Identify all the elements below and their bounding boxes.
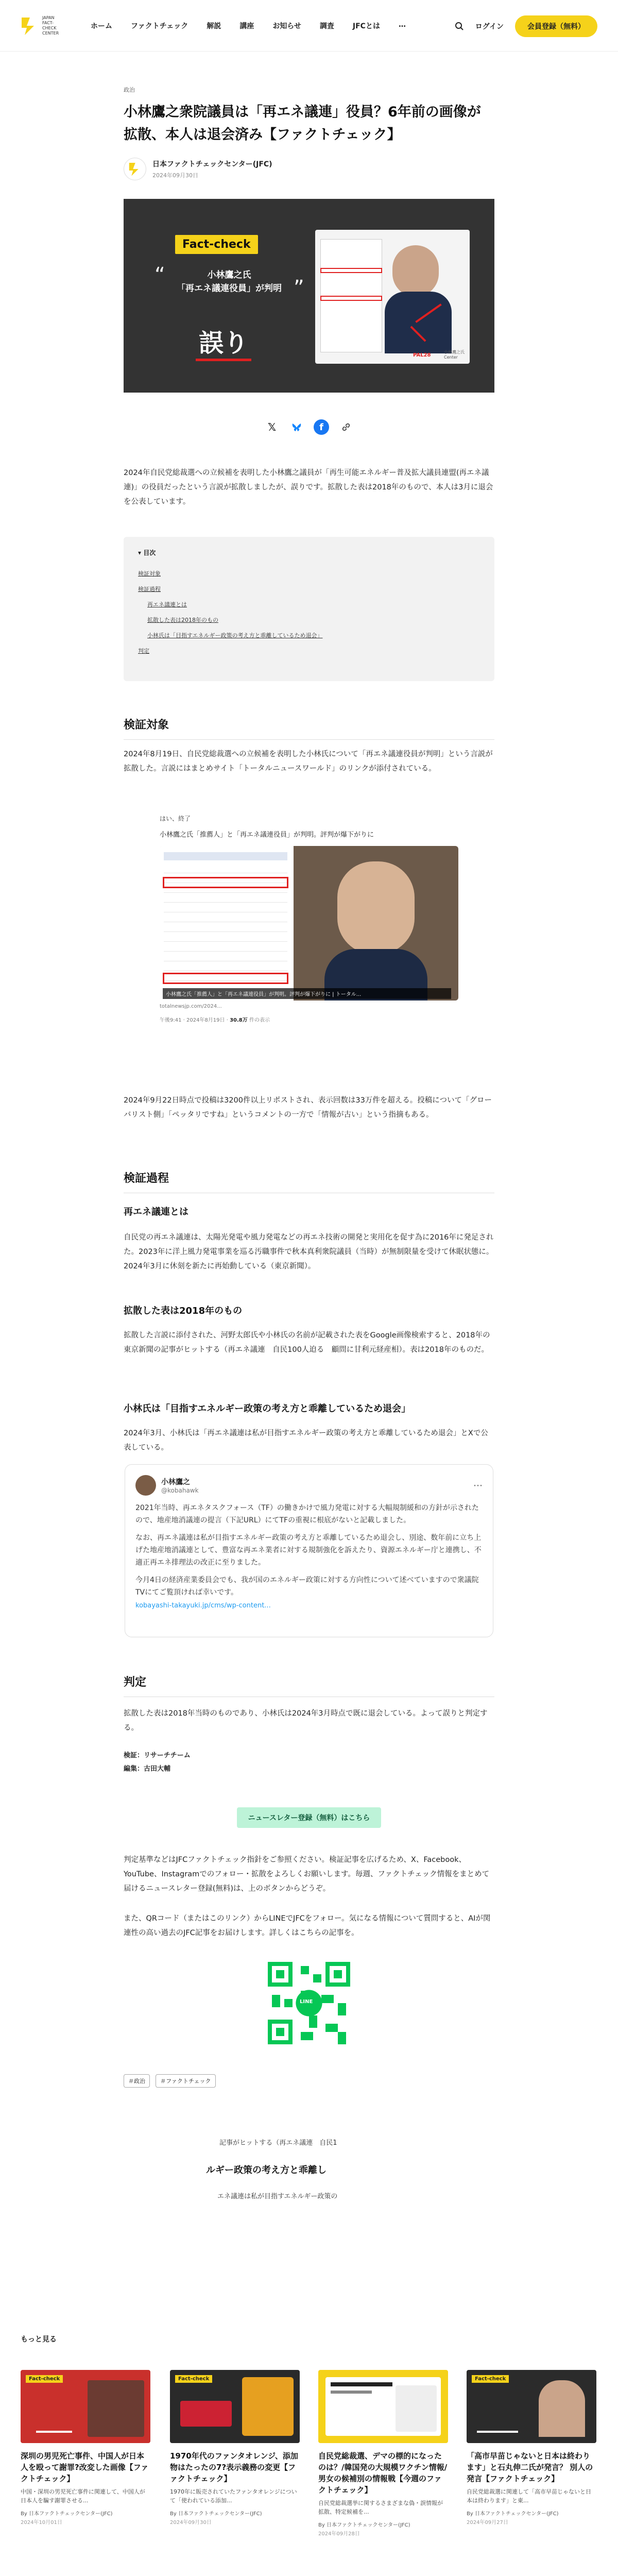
related-excerpt: 中国・深圳の男児死亡事件に関連して、中国人が日本人を騙す謝罪させる... [21, 2488, 145, 2504]
toc-item[interactable]: 拡散した表は2018年のもの [147, 617, 218, 623]
subheading-withdrawal: 小林氏は「目指すエネルギー政策の考え方と乖離しているため退会」 [124, 1403, 411, 1414]
more-heading: もっと見る [21, 2335, 57, 2344]
qr-line-label: LINE [300, 1999, 313, 2005]
related-author: By 日本ファクトチェックセンター(JFC) [170, 2511, 262, 2517]
section-heading-target: 検証対象 [124, 716, 494, 740]
related-author: By 日本ファクトチェックセンター(JFC) [21, 2511, 113, 2517]
tweet-user: はい、終了 [160, 815, 191, 822]
toc-item[interactable]: 小林氏は「目指すエネルギー政策の考え方と乖離しているため退会」 [147, 632, 323, 639]
table-of-contents [124, 537, 494, 681]
bluesky-share-icon[interactable] [289, 419, 304, 435]
lead-paragraph: 2024年自民党総裁選への立候補を表明した小林鷹之議員が「再生可能エネルギー普及拡大議員連盟(再エネ議連)」の役員だったという言説が拡散しましたが、誤りです。拡散した表は2018年のもので、本人は3月に退会を公表しています。 [124, 469, 493, 506]
tweet-time: 午後9:41 · 2024年8月19日 · [160, 1018, 230, 1023]
fact-check-badge: Fact-check [175, 235, 258, 254]
hero-image [124, 199, 494, 393]
cropped-fragment [206, 2137, 412, 2214]
fragment-2: ルギー政策の考え方と乖離し [206, 2165, 327, 2176]
quote-open: “ [154, 263, 165, 287]
related-card[interactable] [467, 2370, 596, 2526]
tag-list [124, 2074, 494, 2088]
x-post-body-3: 今月4日の経済産業委員会でも、我が国のエネルギー政策に対する方向性について述べていますので衆議院TVにてご覧頂ければ幸いです。 [135, 1576, 479, 1597]
tag-politics[interactable]: ＃政治 [124, 2074, 150, 2088]
verdict-label: 誤り [196, 328, 251, 361]
nav-home[interactable]: ホーム [91, 22, 112, 30]
tweet-meta [160, 1015, 458, 1023]
x-post-body-2: なお、再エネ議連は私が目指すエネルギー政策の考え方と乖離しているため退会し、別途、数年前に立ち上げた地産地消議連として、豊富な再エネ業者に対する規制強化を訴えたり、資源エネルギー庁と連携し、不適正再エネ排理法の改正に至りました。 [135, 1534, 482, 1567]
login-link[interactable]: ログイン [475, 23, 504, 31]
share-bar [124, 419, 494, 435]
x-post-avatar [135, 1475, 156, 1496]
related-date: 2024年09月30日 [170, 2520, 212, 2526]
article-title: 小林鷹之衆院議員は「再エネ議連」役員？6年前の画像が拡散、本人は退会済み【ファクトチェック】 [124, 104, 481, 143]
related-author: By 日本ファクトチェックセンター(JFC) [467, 2511, 559, 2517]
subheading-what-is: 再エネ議連とは [124, 1207, 188, 1217]
related-title: 1970年代のファンタオレンジ、添加物はたったの7?表示義務の変更【ファクトチェック】 [170, 2451, 298, 2483]
x-post-embed[interactable] [125, 1464, 493, 1637]
verdict-paragraph: 拡散した表は2018年当時のものであり、小林氏は2024年3月時点で既に退会している。よって誤りと判定する。 [124, 1709, 488, 1732]
related-card[interactable] [170, 2370, 300, 2526]
author-block [124, 158, 494, 180]
related-excerpt: 自民党総裁選に関連して「高市早苗じゃないと日本は終わります」と東... [467, 2488, 591, 2504]
link-copy-icon[interactable] [338, 419, 354, 435]
newsletter-button[interactable]: ニュースレター登録（無料）はこちら [237, 1807, 382, 1828]
toc-item[interactable]: 検証対象 [138, 570, 161, 577]
related-date: 2024年09月27日 [467, 2520, 508, 2526]
nav-news[interactable]: お知らせ [272, 22, 301, 30]
target-paragraph-2: 2024年9月22日時点で投稿は3200件以上リポストされ、表示回数は33万件を超える。投稿について「グローバリスト側」「ペッタリですね」というコメントの一方で「情報が古い」という指摘もある。 [124, 1096, 492, 1119]
verify-credit: 検証：リサーチチーム [124, 1752, 191, 1759]
more-options-icon[interactable]: ⋯ [473, 1480, 483, 1491]
tweet-link[interactable]: totalnewsjp.com/2024... [160, 1004, 222, 1009]
author-name[interactable]: 日本ファクトチェックセンター(JFC) [152, 160, 272, 168]
related-title: 「高市早苗じゃないと日本は終わります」と石丸伸二氏が発言？ 別人の発言【ファクトチェック】 [467, 2451, 593, 2483]
x-post-body-1: 2021年当時、再エネタスクフォース（TF）の働きかけで風力発電に対する大幅規制緩和の方針が示されたので、地産地消議連の提言（下記URL）にてTFの重視に根底がないと記載しました。 [135, 1504, 479, 1524]
site-header [0, 0, 618, 52]
toc-item[interactable]: 判定 [138, 648, 149, 654]
section-heading-process: 検証過程 [124, 1170, 494, 1193]
x-post-link[interactable]: kobayashi-takayuki.jp/cms/wp-content... [135, 1602, 271, 1609]
fragment-3: エネ議連は私が目指すエネルギー政策の [217, 2193, 338, 2200]
pal-label: PAL28 [413, 352, 431, 358]
x-share-icon[interactable]: 𝕏 [267, 421, 277, 433]
related-date: 2024年10月01日 [21, 2520, 62, 2526]
related-excerpt: 1970年に販売されていたファンタオレンジについて「使われている添加... [170, 2488, 297, 2504]
related-thumbnail: Fact-check [21, 2370, 150, 2443]
related-date: 2024年09月28日 [318, 2531, 360, 2537]
related-thumbnail: Fact-check [170, 2370, 300, 2443]
nav-survey[interactable]: 調査 [319, 22, 334, 30]
edit-credit: 編集：古田大輔 [124, 1765, 171, 1773]
quote-close: ” [294, 276, 304, 300]
hero-line2: 「再エネ議連役員」が判明 [177, 283, 282, 294]
jfc-avatar-icon [127, 161, 143, 177]
nav-about[interactable]: JFCとは [352, 22, 380, 30]
toc-item[interactable]: 検証過程 [138, 586, 161, 592]
register-button[interactable]: 会員登録（無料） [515, 15, 597, 37]
jfc-logo-icon [21, 15, 38, 36]
2018-paragraph: 拡散した言説に添付された、河野太郎氏や小林氏の名前が記載された表をGoogle画像検索すると、2018年の東京新聞の記事がヒットする（再エネ議連 自民100人迫る 顧問に甘利元経産相）。表は2018年のものだ。 [124, 1331, 490, 1354]
related-title: 深圳の男児死亡事件、中国人が日本人を殴って謝罪?改変した画像【ファクトチェック】 [21, 2451, 149, 2483]
nav-more[interactable]: … [398, 21, 406, 29]
subheading-2018: 拡散した表は2018年のもの [124, 1306, 243, 1316]
main-nav [91, 21, 406, 31]
related-excerpt: 自民党総裁選挙に関するさまざまな偽・誤情報が拡散、特定候補を... [318, 2500, 443, 2515]
outro-paragraph-1: 判定基準などはJFCファクトチェック指針をご参照ください。検証記事を広げるため、X、Facebook、YouTube、Instagramでのフォロー・拡散をよろしくお願いします。毎週、ファクトチェック情報をまとめて届けるニュースレター登録(無料)は、上のボタンからどうぞ。 [124, 1856, 490, 1893]
related-title: 自民党総裁選、デマの標的になったのは？/韓国発の大規模ワクチン情報/男女の候補別の情報戦【今週のファクトチェック】 [318, 2451, 448, 2495]
related-thumbnail [318, 2370, 448, 2443]
publish-date: 2024年09月30日 [152, 172, 198, 179]
site-logo[interactable] [21, 11, 67, 40]
outro-paragraph-2: また、QRコード（またはこのリンク）からLINEでJFCをフォロー。気になる情報について質問すると、AIが関連性の高い過去のJFC記事をお届けします。詳しくはこちらの記事を。 [124, 1914, 491, 1937]
tweet-views-unit: 件の表示 [247, 1018, 270, 1023]
hero-table-photo [315, 230, 470, 364]
toc-item[interactable]: 再エネ議連とは [147, 601, 187, 608]
author-avatar[interactable] [124, 158, 146, 180]
line-qr-code[interactable] [264, 1958, 354, 2050]
what-is-paragraph: 自民党の再エネ議連は、太陽光発電や風力発電などの再エネ技術の開発と実用化を促す為に2016年に発足された。2023年に洋上風力発電事業を巡る汚職事件で秋本真利衆院議員（当時）が無制限量を受けて休眠状態に。2024年3月に休刻を新たに再始動している（東京新聞）。 [124, 1233, 494, 1270]
facebook-share-icon[interactable]: f [314, 419, 329, 435]
nav-course[interactable]: 講座 [239, 22, 254, 30]
tweet-image-caption: 小林鷹之氏「推薦人」と「再エネ議連役員」が判明。評判が爆下がりに | トータル... [163, 988, 451, 999]
withdrawal-paragraph: 2024年3月、小林氏は「再エネ議連は私が目指すエネルギー政策の考え方と乖離しているため退会」とXで公表している。 [124, 1429, 488, 1452]
embedded-tweet[interactable] [160, 814, 458, 1051]
tweet-views: 30.8万 [230, 1018, 248, 1023]
tweet-image [160, 846, 458, 1001]
related-card[interactable] [21, 2370, 150, 2526]
tag-factcheck[interactable]: ＃ファクトチェック [156, 2074, 215, 2088]
hero-line1: 小林鷹之氏 [207, 270, 251, 280]
nav-factcheck[interactable]: ファクトチェック [131, 22, 188, 30]
related-card[interactable] [318, 2370, 448, 2537]
target-paragraph: 2024年8月19日、自民党総裁選への立候補を表明した小林氏について「再エネ議連役員が判明」という言説が拡散した。言説にはまとめサイト「トータルニュースワールド」のリンクが添付されている。 [124, 750, 493, 773]
x-post-handle: @kobahawk [161, 1487, 199, 1494]
related-author: By 日本ファクトチェックセンター(JFC) [318, 2522, 410, 2528]
section-heading-verdict: 判定 [124, 1673, 494, 1697]
nav-explainer[interactable]: 解説 [207, 22, 221, 30]
x-post-name: 小林鷹之 [161, 1478, 190, 1486]
article-category[interactable]: 政治 [124, 87, 135, 93]
search-icon[interactable] [455, 22, 464, 31]
tweet-text: 小林鷹之氏「推薦人」と「再エネ議連役員」が判明。評判が爆下がりに [160, 831, 374, 839]
toc-head[interactable]: ▾ 目次 [138, 549, 156, 556]
fragment-1: 記事がヒットする（再エネ議連 自民1 [219, 2139, 337, 2147]
hero-caption: 小林鷹之氏 Center [444, 350, 465, 360]
related-thumbnail: Fact-check [467, 2370, 596, 2443]
logo-text: JAPAN FACT-CHECK CENTER [42, 15, 59, 36]
